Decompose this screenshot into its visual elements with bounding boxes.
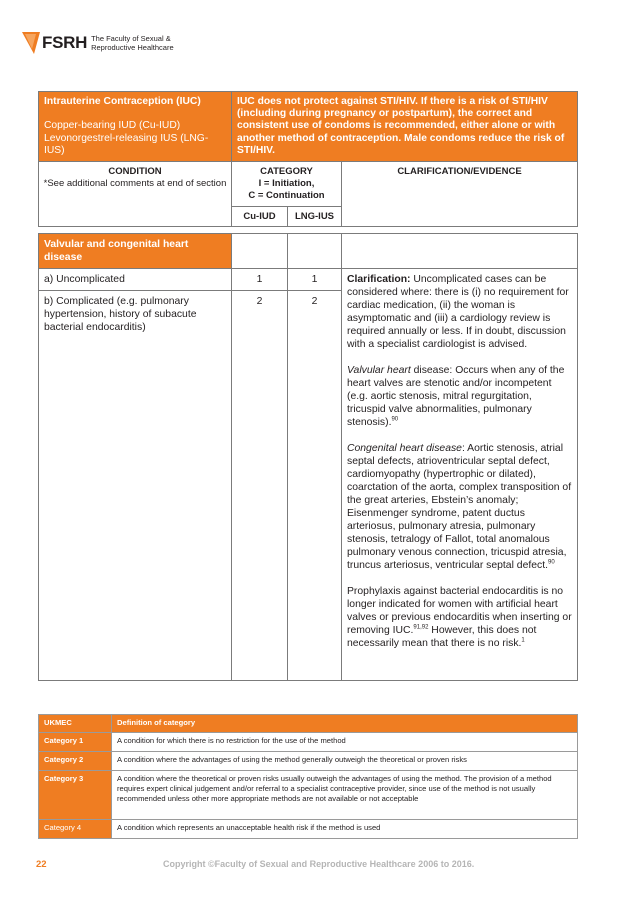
method-title: Intrauterine Contraception (IUC) — [44, 96, 201, 107]
clarification-header: CLARIFICATION/EVIDENCE — [342, 162, 578, 227]
condition-note: *See additional comments at end of section — [43, 178, 227, 190]
ukmec-header: UKMEC — [39, 715, 112, 733]
cu-category: 1 — [232, 269, 288, 291]
table-row: Category 1 A condition for which there is no restriction for the use of the method — [39, 733, 578, 752]
condition-table — [38, 233, 578, 681]
condition-complicated: b) Complicated (e.g. pulmonary hypertension, history of subacute bacterial endocarditis) — [39, 291, 232, 681]
sti-note: IUC does not protect against STI/HIV. If there is a risk of STI/HIV (including during pregnancy or postpartum), the correct and consistent use of condoms is recommended, either alone or with another method of contraception. Male condoms reduce the risk of STI/HIV. — [237, 96, 565, 156]
lng-category: 1 — [288, 269, 342, 291]
table-row — [39, 269, 578, 291]
fsrh-logo — [22, 30, 174, 56]
copyright: Copyright ©Faculty of Sexual and Reproductive Healthcare 2006 to 2016. — [163, 859, 475, 869]
fsrh-mark-icon — [22, 32, 40, 54]
clarification-cell: Clarification: Uncomplicated cases can be considered where: there is (i) no requirement for cardiac medication, (ii) the woman is asymptomatic and (iii) a cardiology review is required annually or less. If in doubt, discussion with a specialist cardiologist is advised. Valvular heart disease: Occurs when any of the heart valves are stenotic and/or incompetent (e.g. aortic stenosis, mitral regurgitation, tricuspid valve abnormalities, pulmonary stenosis).$^{90}$ Congenital heart disease: Aortic stenosis, atrial septal defects, atrioventricular septal defect, cardiomyopathy (hypertrophic or dilated), coarctation of the aorta, complex transposition of the great arteries, Ebstein’s anomaly; Eisenmenger syndrome, patent ductus arteriosus, pulmonary atresia, pulmonary stenosis, tetralogy of Fallot, total anomalous pulmonary venous connection, tricuspid atresia, truncus arteriosus, ventricular septal defect.$^{90}$ Prophylaxis against bacterial endocarditis is no longer indicated for women with artificial heart valves or previous endocarditis when inserting or removing IUC.$^{91,92}$ However, this does not necessarily mean that there is no risk.$^1$ — [342, 269, 578, 681]
sti-note-cell — [232, 92, 578, 162]
cu-category: 2 — [232, 291, 288, 681]
logo-brand: FSRH — [42, 33, 88, 52]
lng-category: 2 — [288, 291, 342, 681]
ukmec-table — [38, 714, 578, 839]
section-title: Valvular and congenital heart disease — [39, 234, 232, 269]
table-row: Category 4 A condition which represents an unacceptable health risk if the method is used — [39, 820, 578, 839]
method-lng-ius: Levonorgestrel-releasing IUS (LNG-IUS) — [44, 132, 209, 156]
condition-header: CONDITION *See additional comments at end of section — [39, 162, 232, 227]
method-title-cell — [39, 92, 232, 162]
category-header: CATEGORY I = Initiation, C = Continuation — [232, 162, 342, 207]
page-number: 22 — [36, 859, 47, 870]
method-cu-iud: Copper-bearing IUD (Cu-IUD) — [44, 120, 181, 132]
table-row: Category 3 A condition where the theoretical or proven risks usually outweigh the advantages of using the method. The provision of a method requires expert clinical judgement and/or referral to a specialist contraceptive provider, since use of the method is not usually recommended unless other more appropriate methods are not available or not acceptable — [39, 771, 578, 820]
condition-uncomplicated: a) Uncomplicated — [39, 269, 232, 291]
col-lng-ius: LNG-IUS — [288, 207, 342, 227]
definition-header: Definition of category — [112, 715, 578, 733]
col-cu-iud: Cu-IUD — [232, 207, 288, 227]
method-header-table — [38, 91, 578, 227]
logo-subtitle: The Faculty of Sexual & Reproductive Healthcare — [91, 34, 174, 52]
table-row: Category 2 A condition where the advantages of using the method generally outweigh the theoretical or proven risks — [39, 752, 578, 771]
